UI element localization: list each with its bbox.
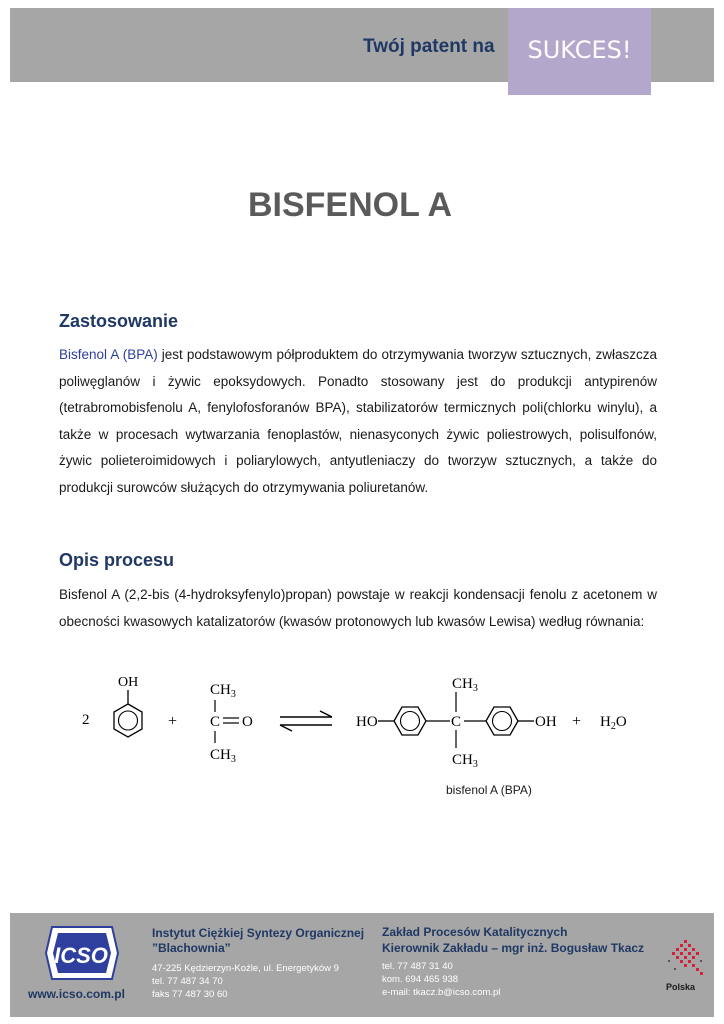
- usage-paragraph: [59, 342, 657, 501]
- process-heading: Opis procesu: [59, 550, 175, 570]
- plus-sign-2: +: [572, 713, 582, 730]
- bpa-highlight: Bisfenol A (BPA): [59, 347, 158, 362]
- document-title: BISFENOL A: [247, 186, 453, 224]
- equilibrium-arrow: [280, 711, 332, 731]
- coefficient-text: 2: [82, 712, 90, 728]
- icso-logo: [42, 925, 120, 981]
- acetone-o-text: O: [242, 714, 253, 730]
- department-name: Zakład Procesów Katalitycznych: [382, 925, 568, 939]
- bisphenol-a-structure: [356, 676, 557, 770]
- institute-phone: tel. 77 487 34 70: [152, 976, 223, 987]
- phenol-oh-text: OH: [118, 675, 139, 690]
- process-paragraph: Bisfenol A (2,2-bis (4-hydroksyfenylo)propan) powstaje w reakcji kondensacji fenolu z acetonem w obecności kwasowych katalizatorów (kwasów protonowych lub kwasów Lewisa) według równania:: [59, 587, 657, 629]
- acetone-top-ch: CH: [210, 682, 231, 698]
- acetone-c-text: C: [210, 714, 221, 730]
- product-oh-text: OH: [535, 714, 557, 730]
- product-top-ch: CH: [452, 676, 473, 692]
- phenol-structure: [114, 675, 142, 737]
- department-head: Kierownik Zakładu – mgr inż. Bogusław Tkacz: [382, 941, 645, 955]
- department-phone: tel. 77 487 31 40: [382, 961, 453, 972]
- acetone-bottom-ch: CH: [210, 747, 231, 763]
- product-ho-text: HO: [356, 714, 378, 730]
- product-label: bisfenol A (BPA): [446, 783, 532, 797]
- website-link[interactable]: www.icso.com.pl: [28, 987, 125, 1001]
- polska-label: Polska: [666, 982, 696, 992]
- product-bottom-ch: CH: [452, 752, 473, 768]
- institute-subname: ”Blachownia”: [152, 941, 231, 955]
- department-email[interactable]: e-mail: tkacz.b@icso.com.pl: [382, 987, 501, 998]
- svg-text:CH3: [452, 676, 478, 694]
- icso-logo-text: ICSO: [54, 943, 108, 968]
- usage-heading: Zastosowanie: [59, 311, 179, 331]
- svg-text:CH3: [210, 747, 236, 765]
- plus-sign-1: +: [168, 713, 178, 730]
- header-badge-text: SUKCES!: [527, 36, 632, 64]
- product-bottom-sub: 3: [472, 759, 478, 770]
- department-mobile: kom. 694 465 938: [382, 974, 459, 985]
- water-formula: $H_2O$: [600, 714, 627, 732]
- reaction-equation: [60, 660, 660, 800]
- institute-name: Instytut Ciężkiej Syntezy Organicznej: [152, 926, 365, 940]
- product-top-sub: 3: [472, 683, 478, 694]
- header-tagline: Twój patent na: [363, 36, 495, 57]
- svg-text:CH3: [210, 682, 236, 700]
- usage-text: jest podstawowym półproduktem do otrzymywania tworzyw sztucznych, zwłaszcza poliwęglanów i żywic epoksydowych. Ponadto stosowany jest do produkcji antypirenów (tetrabromobisfenolu A, fenylofosforanów BPA), stabilizatorów termicznych poli(chlorku winylu), a także w procesach wytwarzania fenoplastów, nienasyconych żywic poliestrowych, polisulfonów, żywic polieteroimidowych i poliarylowych, antyutleniaczy do tworzyw sztucznych, a także do produkcji surowców służących do otrzymywania poliuretanów.: [59, 347, 657, 495]
- institute-address: 47-225 Kędzierzyn-Koźle, ul. Energetyków 9: [152, 963, 339, 974]
- product-c-text: C: [451, 714, 462, 730]
- acetone-structure: [210, 682, 253, 765]
- header-badge: [508, 8, 651, 95]
- acetone-bottom-sub: 3: [230, 754, 236, 765]
- institute-fax: faks 77 487 30 60: [152, 989, 228, 1000]
- svg-text:CH3: [452, 752, 478, 770]
- acetone-top-sub: 3: [230, 689, 236, 700]
